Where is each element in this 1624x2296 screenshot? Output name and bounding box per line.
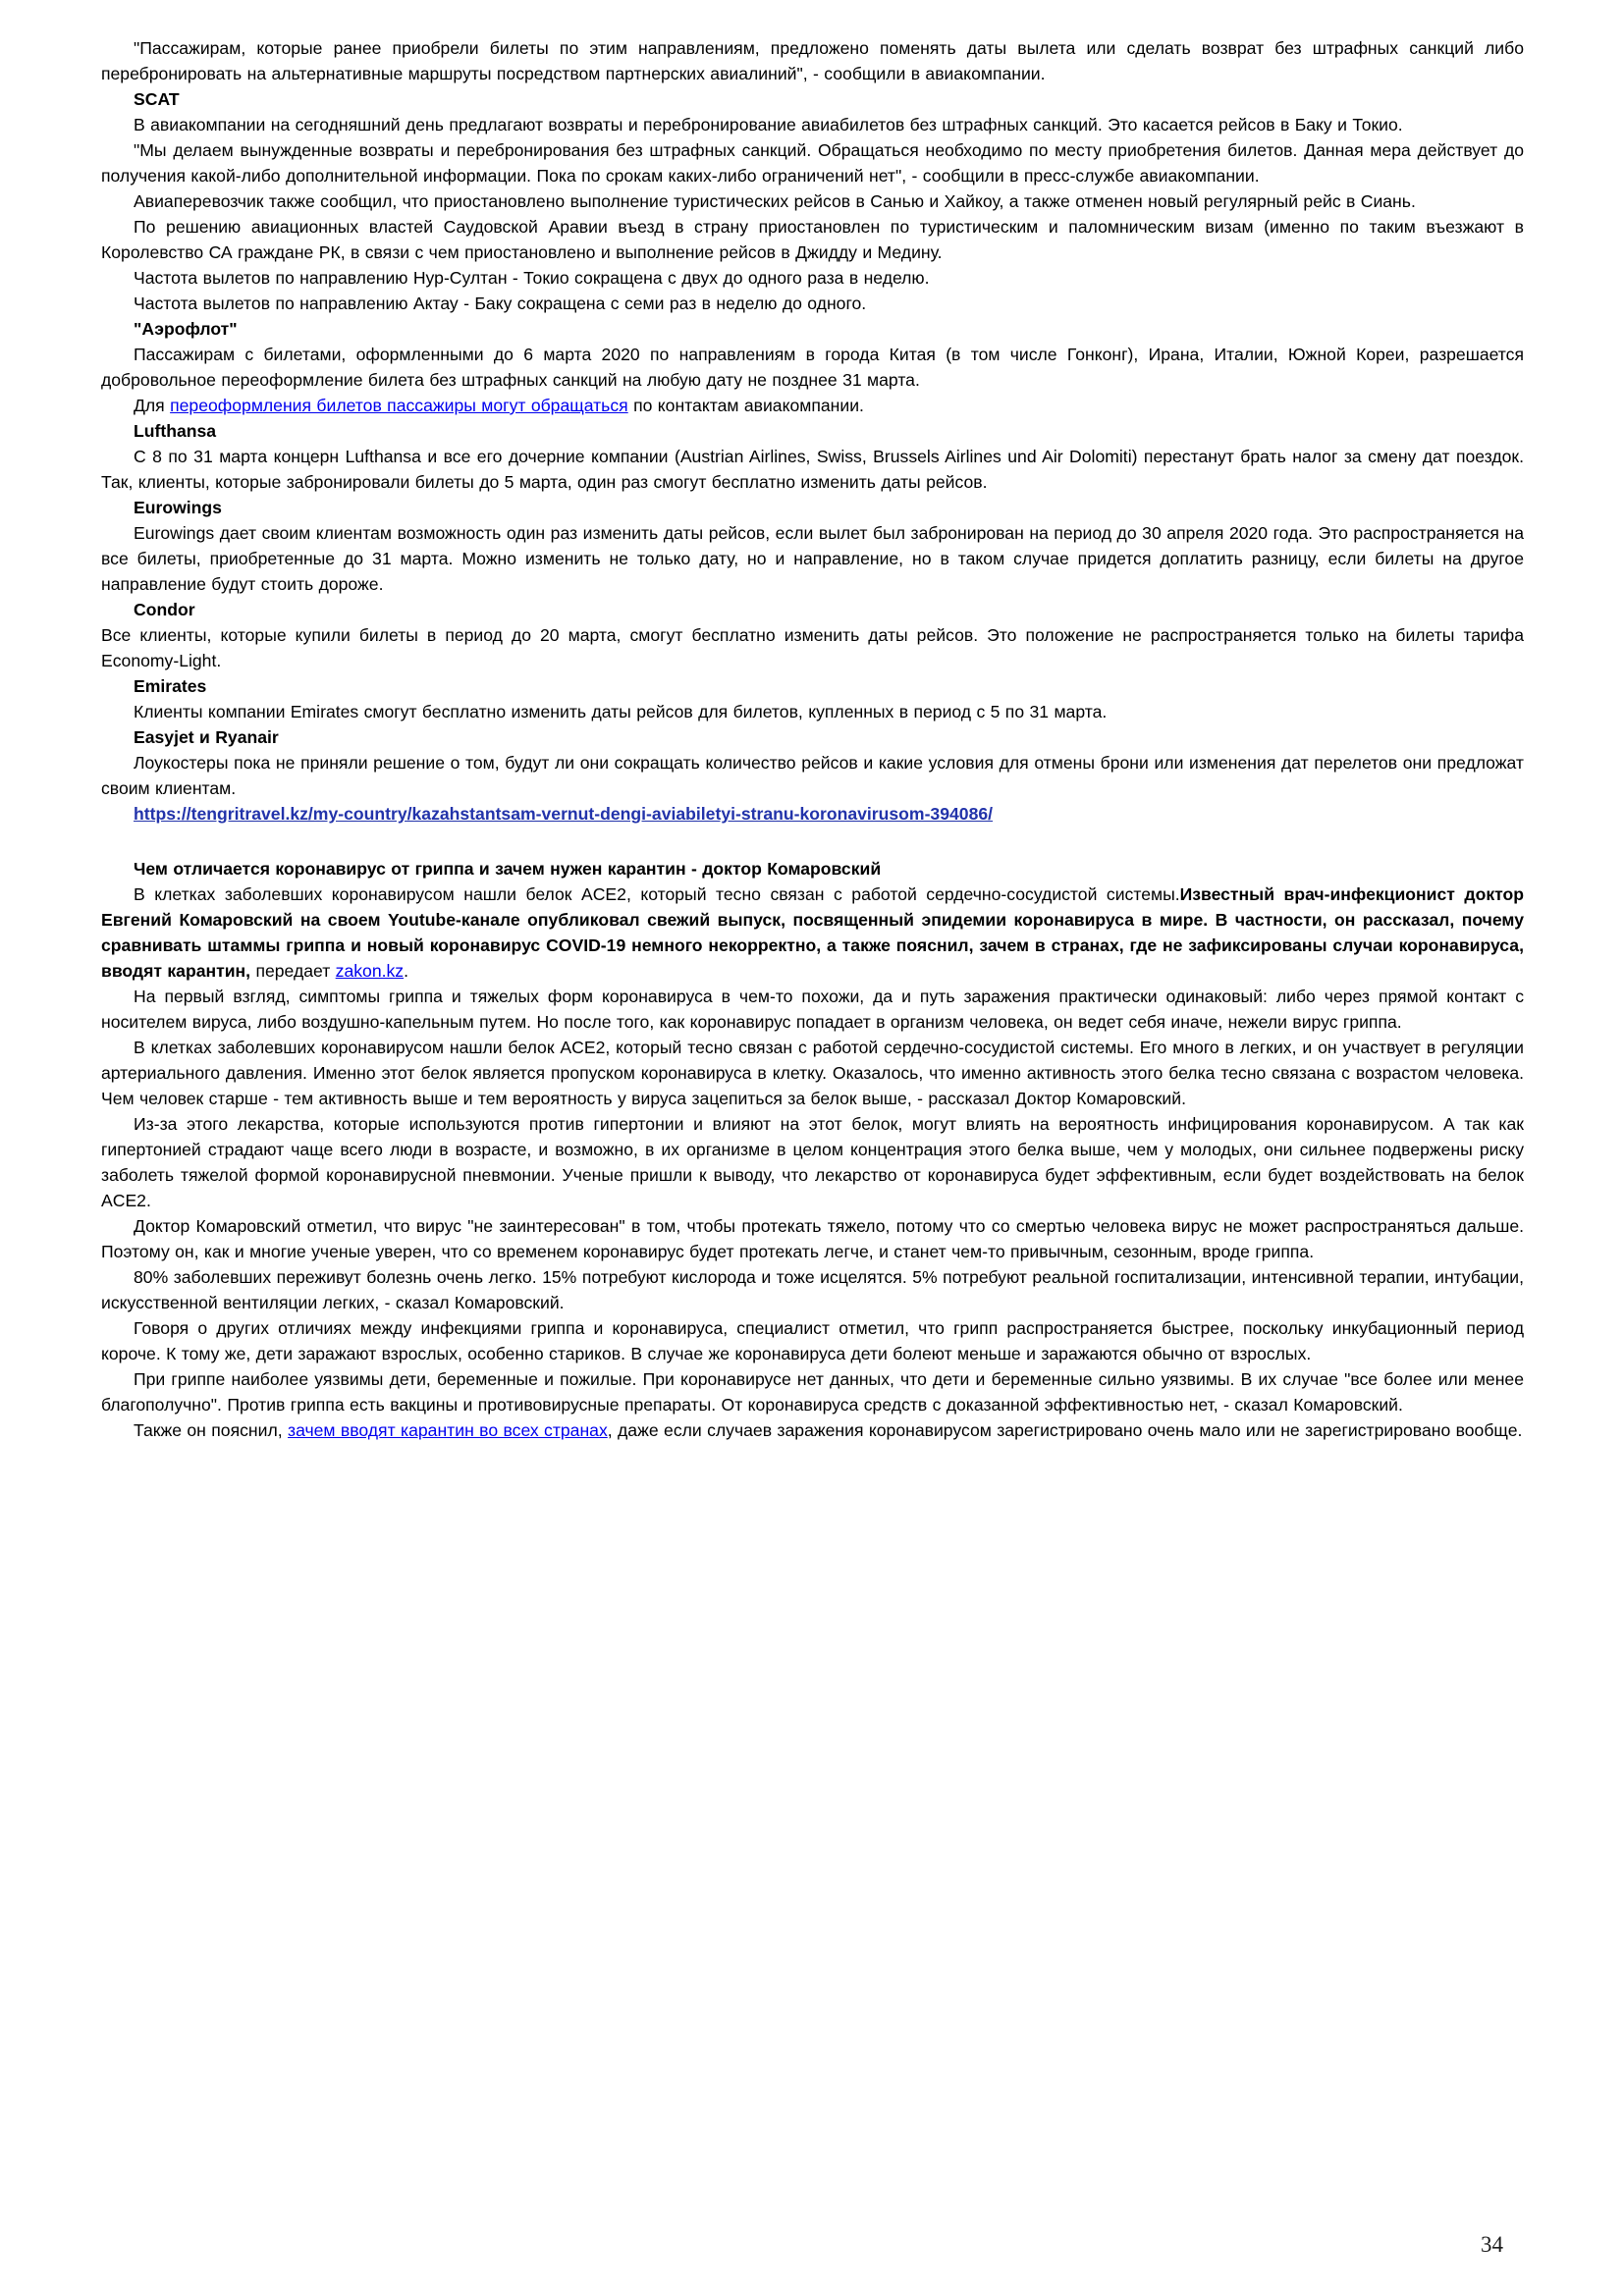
heading-komarovsky-article [101, 856, 1524, 881]
text-run: Доктор Комаровский отметил, что вирус "не заинтересован" в том, чтобы протекать тяжело, потому что со смертью человека вирус не может распространяться дальше. Поэтому он, как и многие ученые уверен, что со временем коронавирус будет протекать легче, и станет чем-то привычным, сезонным, вроде гриппа. [101, 1216, 1524, 1261]
para-statistics-80-15-5 [101, 1264, 1524, 1315]
para-hypertension-drugs [101, 1111, 1524, 1213]
heading-eurowings [101, 495, 1524, 520]
text-run: , даже если случаев заражения коронавирусом зарегистрировано очень мало или не зарегистрировано вообще. [607, 1420, 1523, 1440]
link-zakon-kz[interactable]: zakon.kz [335, 961, 405, 981]
para-condor [101, 622, 1524, 673]
link-quarantine-countries[interactable]: зачем вводят карантин во всех странах [288, 1420, 608, 1440]
text-run: Лоукостеры пока не приняли решение о том, будут ли они сокращать количество рейсов и какие условия для отмены брони или изменения дат перелетов они предложат своим клиентам. [101, 753, 1524, 798]
text-run: Easyjet и Ryanair [134, 727, 279, 747]
text-run: по контактам авиакомпании. [627, 396, 864, 415]
text-run: В авиакомпании на сегодняшний день предлагают возвраты и перебронирование авиабилетов без штрафных санкций. Это касается рейсов в Баку и Токио. [134, 115, 1403, 134]
text-run: Из-за этого лекарства, которые используются против гипертонии и влияют на этот белок, могут влиять на вероятность инфицирования коронавирусом. А так как гипертонией страдают чаще всего люди в возрасте, и возможно, в их организме в целом концентрация этого белка выше, чем у молодых, они сильнее подвержены риску заболеть тяжелой формой коронавирусной пневмонии. Ученые пришли к выводу, что лекарство от коронавируса будет эффективным, если будет воздействовать на белок ACE2. [101, 1114, 1524, 1210]
text-run: SCAT [134, 89, 180, 109]
text-run: С 8 по 31 марта концерн Lufthansa и все его дочерние компании (Austrian Airlines, Swiss, Brussels Airlines und Air Dolomiti) перестанут брать налог за смену дат поездок. Так, клиенты, которые забронировали билеты до 5 марта, один раз смогут бесплатно изменить даты рейсов. [101, 447, 1524, 492]
text-run: В клетках заболевших коронавирусом нашли белок ACE2, который тесно связан с работой сердечно-сосудистой системы. [134, 884, 1180, 904]
text-run: Eurowings дает своим клиентам возможность один раз изменить даты рейсов, если вылет был забронирован на период до 30 апреля 2020 года. Это распространяется на все билеты, приобретенные до 31 марта. Можно изменить не только дату, но и направление, но в таком случае придется доплатить разницу, если билеты на другое направление будут стоить дороже. [101, 523, 1524, 594]
document-body [101, 35, 1524, 1443]
para-eurowings [101, 520, 1524, 597]
text-run: Авиаперевозчик также сообщил, что приостановлено выполнение туристических рейсов в Санью и Хайкоу, а также отменен новый регулярный рейс в Сиань. [134, 191, 1416, 211]
text-run: На первый взгляд, симптомы гриппа и тяжелых форм коронавируса в чем-то похожи, да и путь заражения практически одинаковый: либо через прямой контакт с носителем вируса, либо воздушно-капельным путем. Но после того, как коронавирус попадает в организм человека, он ведет себя иначе, нежели вирус гриппа. [101, 987, 1524, 1032]
para-virus-not-interested [101, 1213, 1524, 1264]
para-ace2-details [101, 1035, 1524, 1111]
text-run: Частота вылетов по направлению Актау - Баку сокращена с семи раз в неделю до одного. [134, 294, 867, 313]
heading-condor [101, 597, 1524, 622]
text-run: По решению авиационных властей Саудовской Аравии въезд в страну приостановлен по туристическим и паломническим визам (именно по таким въезжают в Королевство СА граждане РК, в связи с чем приостановлено и выполнение рейсов в Джидду и Медину. [101, 217, 1524, 262]
text-run: Пассажирам с билетами, оформленными до 6 марта 2020 по направлениям в города Китая (в том числе Гонконг), Ирана, Италии, Южной Кореи, разрешается добровольное переоформление билета без штрафных санкций на любую дату не позднее 31 марта. [101, 345, 1524, 390]
para-aeroflot-tickets [101, 342, 1524, 393]
para-aeroflot-contact [101, 393, 1524, 418]
text-run: 80% заболевших переживут болезнь очень легко. 15% потребуют кислорода и тоже исцелятся. 5% потребуют реальной госпитализации, интенсивной терапии, интубации, искусственной вентиляции легких, - сказал Комаровский. [101, 1267, 1524, 1312]
para-source-url [101, 801, 1524, 827]
para-vulnerable-groups [101, 1366, 1524, 1417]
text-run: Eurowings [134, 498, 222, 517]
heading-easyjet-ryanair [101, 724, 1524, 750]
text-run: "Аэрофлот" [134, 319, 238, 339]
heading-emirates [101, 673, 1524, 699]
heading-aeroflot [101, 316, 1524, 342]
text-run: В клетках заболевших коронавирусом нашли белок ACE2, который тесно связан с работой сердечно-сосудистой системы. Его много в легких, и он участвует в регуляции артериального давления. Именно этот белок является пропуском коронавируса в клетку. Оказалось, что именно активность этого белка тесно связана с возрастом человека. Чем человек старше - тем активность выше и тем вероятность у вируса зацепиться за белок выше, - рассказал Доктор Комаровский. [101, 1038, 1524, 1108]
para-scat-quote [101, 137, 1524, 188]
para-lufthansa [101, 444, 1524, 495]
text-run: . [404, 961, 408, 981]
text-run: Для [134, 396, 171, 415]
text-run: Частота вылетов по направлению Нур-Султан - Токио сокращена с двух до одного раза в неделю. [134, 268, 930, 288]
text-run: Все клиенты, которые купили билеты в период до 20 марта, смогут бесплатно изменить даты рейсов. Это положение не распространяется только на билеты тарифа Economy-Light. [101, 625, 1524, 670]
para-saudi-visas [101, 214, 1524, 265]
para-rebooking-offer [101, 35, 1524, 86]
text-run: Известный врач-инфекционист доктор Евгений Комаровский на своем Youtube-канале опубликовал свежий выпуск, посвященный эпидемии коронавируса в мире. В частности, он рассказал, почему сравнивать штаммы гриппа и новый коронавирус COVID-19 немного некорректно, а также пояснил, зачем в странах, где не зафиксированы случаи коронавируса, вводят карантин, [101, 884, 1524, 981]
text-run: "Пассажирам, которые ранее приобрели билеты по этим направлениям, предложено поменять даты вылета или сделать возврат без штрафных санкций либо перебронировать на альтернативные маршруты посредством партнерских авиалиний", - сообщили в авиакомпании. [101, 38, 1524, 83]
text-run: Lufthansa [134, 421, 217, 441]
link-tengritravel-url[interactable]: https://tengritravel.kz/my-country/kazahstantsam-vernut-dengi-aviabiletyi-stranu-koronavirusom-394086/ [134, 804, 994, 824]
para-scat-refunds [101, 112, 1524, 137]
text-run: Клиенты компании Emirates смогут бесплатно изменить даты рейсов для билетов, купленных в период с 5 по 31 марта. [134, 702, 1108, 721]
text-run: передает [250, 961, 336, 981]
text-run: Чем отличается коронавирус от гриппа и зачем нужен карантин - доктор Комаровский [134, 859, 882, 879]
heading-lufthansa [101, 418, 1524, 444]
para-nursultan-tokyo [101, 265, 1524, 291]
para-sanya-haikou [101, 188, 1524, 214]
link-ticket-reissue[interactable]: переоформления билетов пассажиры могут обращаться [170, 396, 628, 415]
text-run: Condor [134, 600, 195, 619]
para-first-glance [101, 984, 1524, 1035]
para-lowcosters [101, 750, 1524, 801]
heading-scat [101, 86, 1524, 112]
text-run: Emirates [134, 676, 207, 696]
para-emirates [101, 699, 1524, 724]
para-quarantine-explanation [101, 1417, 1524, 1443]
text-run: Говоря о других отличиях между инфекциями гриппа и коронавируса, специалист отметил, что грипп распространяется быстрее, поскольку инкубационный период короче. К тому же, дети заражают взрослых, особенно стариков. В случае же коронавируса дети болеют меньше и заражаются обычно от взрослых. [101, 1318, 1524, 1363]
text-run: Также он пояснил, [134, 1420, 288, 1440]
text-run: При гриппе наиболее уязвимы дети, беременные и пожилые. При коронавирусе нет данных, что дети и беременные сильно уязвимы. В их случае "все более или менее благополучно". Против гриппа есть вакцины и противовирусные препараты. От коронавируса средств с доказанной эффективностью нет, - сказал Комаровский. [101, 1369, 1524, 1415]
para-aktau-baku [101, 291, 1524, 316]
page-number: 34 [1481, 2232, 1503, 2257]
text-run: "Мы делаем вынужденные возвраты и перебронирования без штрафных санкций. Обращаться необходимо по месту приобретения билетов. Данная мера действует до получения какой-либо дополнительной информации. Пока по срокам каких-либо ограничений нет", - сообщили в пресс-службе авиакомпании. [101, 140, 1524, 186]
para-ace2-intro [101, 881, 1524, 984]
para-flu-differences [101, 1315, 1524, 1366]
